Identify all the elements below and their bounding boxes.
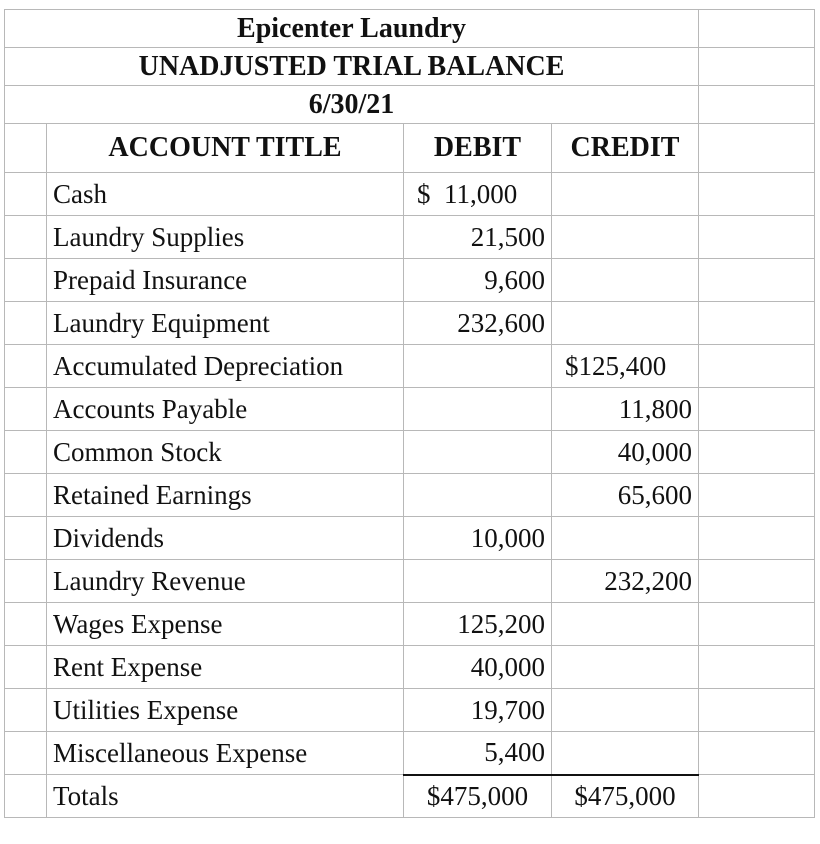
credit-amount [552,646,699,689]
credit-amount [552,732,699,775]
empty-cell [5,345,47,388]
debit-amount: 125,200 [404,603,552,646]
account-title-header: ACCOUNT TITLE [47,124,404,173]
table-row [5,302,815,345]
empty-cell [699,216,815,259]
debit-amount: 232,600 [404,302,552,345]
debit-amount: 5,400 [404,732,552,775]
debit-amount: 40,000 [404,646,552,689]
report-title: UNADJUSTED TRIAL BALANCE [5,48,699,86]
empty-cell [699,474,815,517]
table-row [5,646,815,689]
empty-cell [5,775,47,818]
column-header-row [5,124,815,173]
account-name: Prepaid Insurance [47,259,404,302]
empty-cell [699,689,815,732]
account-name: Common Stock [47,431,404,474]
credit-amount [552,216,699,259]
empty-cell [699,560,815,603]
table-row [5,259,815,302]
account-name: Rent Expense [47,646,404,689]
account-name: Laundry Revenue [47,560,404,603]
empty-cell [699,259,815,302]
empty-cell [699,345,815,388]
credit-amount [552,302,699,345]
empty-cell [699,646,815,689]
empty-cell [5,646,47,689]
table-row [5,603,815,646]
empty-cell [5,173,47,216]
credit-amount [552,173,699,216]
credit-amount [552,259,699,302]
account-name: Dividends [47,517,404,560]
credit-amount: 65,600 [552,474,699,517]
debit-amount [404,345,552,388]
credit-amount [552,689,699,732]
debit-amount [404,560,552,603]
empty-cell [699,517,815,560]
empty-cell [5,474,47,517]
credit-amount [552,603,699,646]
empty-cell [699,431,815,474]
empty-cell [699,10,815,48]
empty-cell [5,689,47,732]
empty-cell [5,388,47,431]
debit-amount [404,431,552,474]
empty-cell [5,431,47,474]
empty-cell [699,86,815,124]
empty-cell [5,603,47,646]
empty-cell [5,259,47,302]
credit-amount [552,517,699,560]
table-row [5,560,815,603]
account-name: Laundry Supplies [47,216,404,259]
account-name: Accounts Payable [47,388,404,431]
empty-cell [699,732,815,775]
date-row [5,86,815,124]
empty-cell [5,124,47,173]
report-date: 6/30/21 [5,86,699,124]
totals-label: Totals [47,775,404,818]
empty-cell [5,517,47,560]
table-row [5,517,815,560]
account-name: Cash [47,173,404,216]
empty-cell [5,560,47,603]
credit-amount: 232,200 [552,560,699,603]
debit-amount: 21,500 [404,216,552,259]
empty-cell [699,603,815,646]
trial-balance-table [4,9,815,818]
account-name: Utilities Expense [47,689,404,732]
table-row [5,431,815,474]
table-row [5,689,815,732]
empty-cell [699,124,815,173]
credit-amount: $125,400 [552,345,699,388]
debit-amount [404,388,552,431]
table-row [5,345,815,388]
account-name: Retained Earnings [47,474,404,517]
debit-total: $475,000 [404,775,552,818]
debit-amount: $ 11,000 [404,173,552,216]
debit-header: DEBIT [404,124,552,173]
credit-total: $475,000 [552,775,699,818]
debit-amount: 19,700 [404,689,552,732]
debit-amount [404,474,552,517]
account-name: Miscellaneous Expense [47,732,404,775]
totals-row [5,775,815,818]
company-row [5,10,815,48]
empty-cell [5,302,47,345]
credit-amount: 40,000 [552,431,699,474]
company-name: Epicenter Laundry [5,10,699,48]
credit-header: CREDIT [552,124,699,173]
report-title-row [5,48,815,86]
table-row [5,173,815,216]
empty-cell [5,216,47,259]
account-name: Laundry Equipment [47,302,404,345]
debit-amount: 10,000 [404,517,552,560]
empty-cell [699,775,815,818]
table-row [5,388,815,431]
credit-amount: 11,800 [552,388,699,431]
empty-cell [699,173,815,216]
table-row [5,474,815,517]
empty-cell [699,302,815,345]
empty-cell [699,48,815,86]
table-row [5,216,815,259]
account-name: Wages Expense [47,603,404,646]
empty-cell [699,388,815,431]
account-name: Accumulated Depreciation [47,345,404,388]
debit-amount: 9,600 [404,259,552,302]
table-row [5,732,815,775]
empty-cell [5,732,47,775]
